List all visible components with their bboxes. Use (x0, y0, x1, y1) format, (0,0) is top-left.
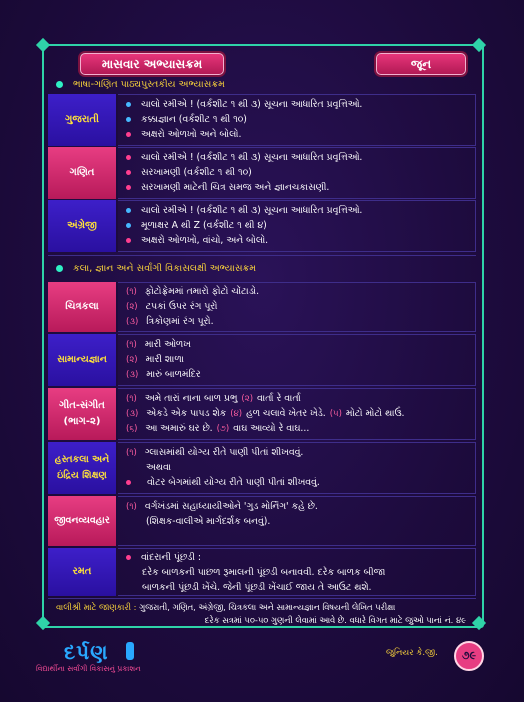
subject-row-hastakala (48, 442, 476, 494)
list-item: મૂળાક્ષર A થી Z (વર્કશીટ ૧ થી ૪) (126, 219, 471, 233)
list-item: દરેક બાળકની પાછળ રૂમાલની પૂંછડી બનાવવી. દરેક બાળક બીજા (142, 567, 386, 578)
divider (48, 598, 476, 599)
month-badge: જૂન (376, 53, 466, 75)
subject-content (118, 334, 476, 386)
subject-row-jivanvyavahar (48, 496, 476, 546)
list-item: કક્કાજ્ઞાન (વર્કશીટ ૧ થી ૧૦) (126, 113, 471, 127)
subject-label: ચિત્રકલા (48, 282, 118, 332)
list-item: અથવા (146, 462, 172, 473)
bullet-icon (56, 265, 63, 272)
subject-label: ગુજરાતી (48, 94, 118, 146)
list-item: ચાલો રમીએ ! (વર્કશીટ ૧ થી ૩) સૂચના આધારિત પ્રવૃત્તિઓ. (126, 151, 471, 165)
subject-row-ramat (48, 548, 476, 596)
grade-label: જુનિયર કે.જી. (386, 648, 438, 658)
note-text: દરેક સત્રમાં ૫૦-૫૦ ગુણની લેવામાં આવે છે. વધારે વિગત માટે જુઓ પાનાં નં. ૪૯ (204, 615, 466, 625)
list-item: બાળકની પૂંછડી ખેંચે. જેની પૂંછડી ખેંચાઈ જાય તે આઉટ થશે. (142, 582, 372, 593)
list-item: અક્ષરો ઓળખો અને બોલો. (126, 128, 471, 142)
note-text: ગુજરાતી, ગણિત, અંગ્રેજી, ચિત્રકલા અને સામાન્યજ્ઞાન વિષયની લેખિત પરીક્ષા (139, 602, 396, 612)
list-item: સરખામણી (વર્કશીટ ૧ થી ૧૦) (126, 166, 471, 180)
list-item: (૩) એકડે એક પાપડ શેક (૪) હળ ચલાવે ખેતર ખેડે. (૫) મોટો મોટો થાઉં. (126, 408, 405, 419)
list-item: ચાલો રમીએ ! (વર્કશીટ ૧ થી ૩) સૂચના આધારિત પ્રવૃત્તિઓ. (126, 204, 471, 218)
list-item: (૧) ગ્લાસમાંથી યોગ્ય રીતે પાણી પીતાં શીખવવું. (126, 447, 304, 458)
subject-row-samanyagyan (48, 334, 476, 386)
list-item: (૧) અમે તારાં નાના બાળ પ્રભુ (૨) વાર્તા રે વાર્તા (126, 393, 301, 404)
logo-wordmark: દર્પણ (64, 640, 109, 664)
subject-content (118, 282, 476, 332)
header (56, 52, 468, 74)
subject-label: અંગ્રેજી (48, 200, 118, 252)
publisher-logo (36, 640, 176, 676)
subject-row-angreji (48, 200, 476, 252)
list-item: (૧) ફોટોફ્રેમમાં તમારો ફોટો ચોંટાડો. (126, 286, 260, 297)
list-item: (૩) ત્રિકોણમાં રંગ પૂરો. (126, 316, 214, 327)
subject-row-geet-sangeet (48, 388, 476, 440)
bullet-icon (56, 81, 63, 88)
subject-content (118, 94, 476, 146)
page-number: ૭૯ (454, 641, 484, 671)
list-item: (શિક્ષક-વાલીએ માર્ગદર્શક બનવું). (146, 516, 271, 527)
list-item: ચાલો રમીએ ! (વર્કશીટ ૧ થી ૩) સૂચના આધારિત પ્રવૃત્તિઓ. (126, 98, 471, 112)
pencil-icon (126, 642, 134, 660)
page-title: માસવાર અભ્યાસક્રમ (80, 53, 224, 75)
list-item: (૨) મારી શાળા (126, 354, 184, 365)
subject-label: ગીત-સંગીત (ભાગ-૨) (48, 388, 118, 440)
subject-row-chitrakala (48, 282, 476, 332)
subject-label: રમત (48, 548, 118, 596)
list-item: વાંદરાની પૂંછડી : (126, 551, 471, 565)
parent-note (56, 601, 470, 627)
note-key: વાલીશ્રી માટે જાણકારી : (56, 602, 137, 612)
subject-row-ganit (48, 147, 476, 199)
section-heading: ભાષા-ગણિત પાઠ્યપુસ્તકીય અભ્યાસક્રમ (56, 78, 225, 92)
subject-content (118, 548, 476, 596)
list-item: અક્ષરો ઓળખો, વાંચો, અને બોલો. (126, 234, 471, 248)
subject-row-gujarati (48, 94, 476, 146)
subject-label: સામાન્યજ્ઞાન (48, 334, 118, 386)
subject-label: ગણિત (48, 147, 118, 199)
list-item: (૨) ટપકાં ઉપર રંગ પૂરો (126, 301, 218, 312)
subject-content (118, 147, 476, 199)
list-item: (૩) મારું બાળમંદિર (126, 369, 201, 380)
list-item: (૬) આ અમારું ઘર છે. (૭) વાઘ આવ્યો રે વાઘ... (126, 423, 310, 434)
subject-content (118, 496, 476, 546)
logo-tagline: વિદ્યાર્થીના સર્વાંગી વિકાસનું પ્રકાશન (36, 664, 141, 673)
subject-content (118, 200, 476, 252)
section-heading: કલા, જ્ઞાન અને સર્વાંગી વિકાસલક્ષી અભ્યાસક્રમ (56, 262, 256, 276)
list-item: વોટર બેગમાંથી યોગ્ય રીતે પાણી પીતાં શીખવવું. (126, 476, 471, 490)
list-item: (૧) વર્ગખંડમાં સહાધ્યાયીઓને 'ગુડ મોર્નિંગ' કહે છે. (126, 501, 318, 512)
list-item: (૧) મારી ઓળખ (126, 339, 191, 350)
subject-label: જીવનવ્યવહાર (48, 496, 118, 546)
divider (48, 255, 476, 256)
subject-content (118, 442, 476, 494)
subject-content (118, 388, 476, 440)
subject-label: હસ્તકલા અને ઇંદ્રિય શિક્ષણ (48, 442, 118, 494)
list-item: સરખામણી માટેની ચિત્ર સમજ અને જ્ઞાનચકાસણી. (126, 181, 471, 195)
